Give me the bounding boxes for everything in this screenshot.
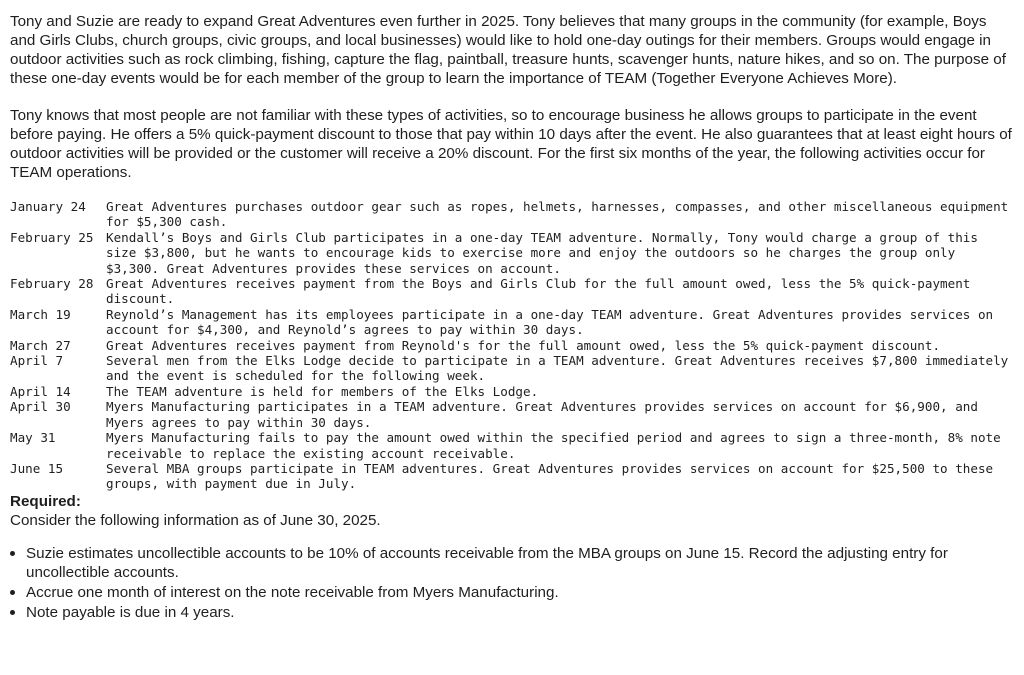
transaction-date: March 19: [10, 306, 71, 322]
transaction-row: [10, 338, 1014, 353]
transaction-description: Great Adventures receives payment from Reynold's for the full amount owed, less the 5% quick-payment discount.: [106, 337, 941, 353]
transaction-row: [10, 353, 1014, 384]
transaction-description: Great Adventures receives payment from the Boys and Girls Club for the full amount owed, less the 5% quick-payment discount.: [106, 276, 971, 307]
transaction-description: Several men from the Elks Lodge decide to participate in a TEAM adventure. Great Adventures receives $7,800 immediately and the event is scheduled for the following week.: [106, 353, 1009, 384]
transaction-date: April 14: [10, 383, 71, 399]
problem-document: [10, 12, 1014, 623]
required-intro: Consider the following information as of June 30, 2025.: [10, 511, 381, 529]
required-heading: Required:: [10, 492, 81, 510]
transaction-description: Kendall’s Boys and Girls Club participates in a one-day TEAM adventure. Normally, Tony would charge a group of this size $3,800, but he wants to encourage kids to exercise more and enjoy the outdoors so he charges the group only $3,300. Great Adventures provides these services on account.: [106, 229, 978, 276]
list-item: [10, 544, 1014, 582]
bullet-text: Note payable is due in 4 years.: [26, 603, 235, 621]
transaction-list: [10, 199, 1014, 492]
transaction-row: [10, 430, 1014, 461]
list-item: [10, 583, 1014, 602]
transaction-description: Reynold’s Management has its employees participate in a one-day TEAM adventure. Great Adventures provides services on account for $4,300, and Reynold’s agrees to pay within 30 days.: [106, 306, 994, 338]
transaction-row: [10, 461, 1014, 492]
bullet-text: Suzie estimates uncollectible accounts to be 10% of accounts receivable from the MBA groups on June 15. Record the adjusting entry for uncollectible accounts.: [26, 544, 948, 581]
bullet-text: Accrue one month of interest on the note receivable from Myers Manufacturing.: [26, 583, 559, 601]
transaction-description: The TEAM adventure is held for members of the Elks Lodge.: [106, 383, 539, 399]
transaction-row: [10, 399, 1014, 430]
transaction-row: [10, 276, 1014, 307]
transaction-date: April 7: [10, 353, 64, 369]
transaction-date: June 15: [10, 460, 64, 476]
transaction-description: Myers Manufacturing participates in a TEAM adventure. Great Adventures provides services on account for $6,900, and Myers agrees to pay within 30 days.: [106, 399, 978, 430]
transaction-row: [10, 384, 1014, 399]
transaction-date: April 30: [10, 399, 71, 415]
transaction-date: May 31: [10, 430, 56, 446]
transaction-date: March 27: [10, 337, 71, 353]
bullet-icon: [10, 610, 15, 615]
bullet-icon: [10, 590, 15, 595]
required-bullet-list: [10, 544, 1014, 622]
intro-paragraph-2: Tony knows that most people are not familiar with these types of activities, so to encourage business he allows groups to participate in the event before paying. He offers a 5% quick-payment discount to those that pay within 10 days after the event. He also guarantees that at least eight hours of outdoor activities will be provided or the customer will receive a 20% discount. For the first six months of the year, the following activities occur for TEAM operations.: [10, 107, 1012, 181]
transaction-description: Several MBA groups participate in TEAM adventures. Great Adventures provides services on account for $25,500 to these groups, with payment due in July.: [106, 460, 994, 492]
transaction-description: Myers Manufacturing fails to pay the amount owed within the specified period and agrees to sign a three-month, 8% note receivable to replace the existing account receivable.: [106, 430, 1001, 461]
transaction-date: January 24: [10, 199, 86, 214]
transaction-date: February 28: [10, 276, 94, 292]
list-item: [10, 603, 1014, 622]
transaction-row: [10, 307, 1014, 338]
transaction-row: [10, 230, 1014, 276]
transaction-date: February 25: [10, 229, 94, 245]
transaction-description: Great Adventures purchases outdoor gear such as ropes, helmets, harnesses, compasses, and other miscellaneous equipment for $5,300 cash.: [106, 199, 1009, 230]
bullet-icon: [10, 551, 15, 556]
intro-paragraph-1: Tony and Suzie are ready to expand Great Adventures even further in 2025. Tony believes that many groups in the community (for example, Boys and Girls Clubs, church groups, civic groups, and local businesses) would like to hold one-day outings for their members. Groups would engage in outdoor activities such as rock climbing, fishing, capture the flag, paintball, treasure hunts, scavenger hunts, nature hikes, and so on. The purpose of these one-day events would be for each member of the group to learn the importance of TEAM (Together Everyone Achieves More).: [10, 13, 1006, 87]
transaction-row: [10, 199, 1014, 230]
